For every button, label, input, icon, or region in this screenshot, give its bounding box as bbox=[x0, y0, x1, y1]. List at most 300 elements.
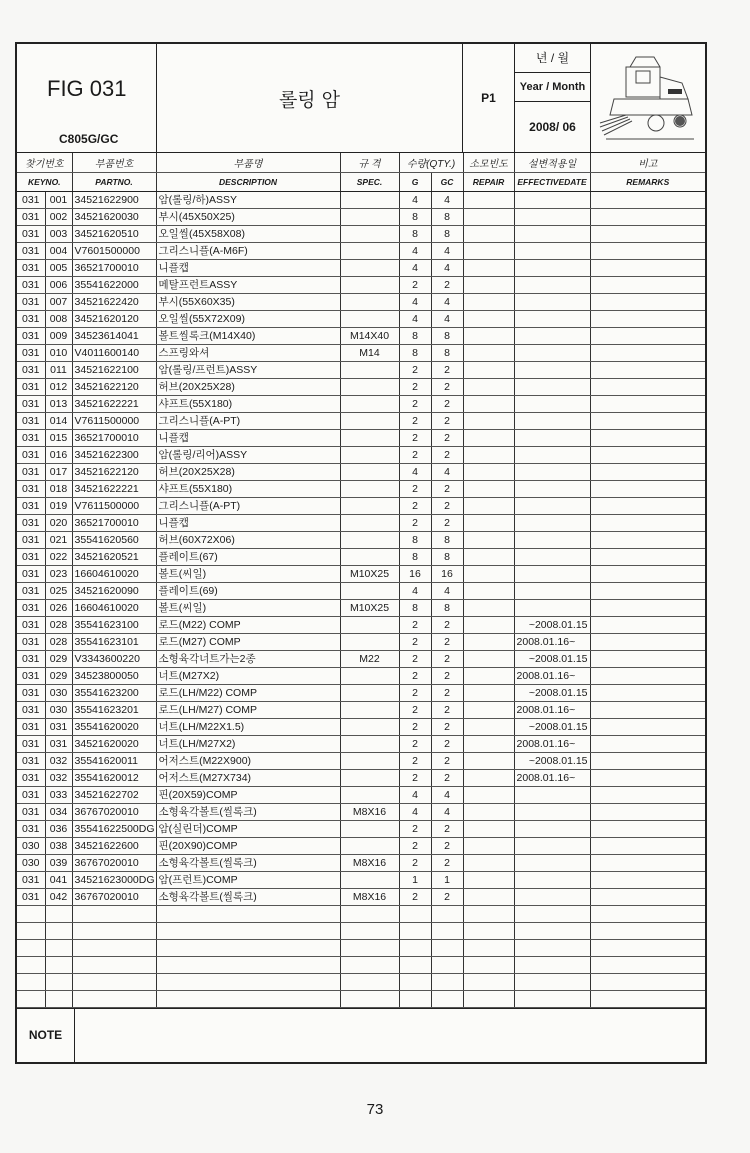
remarks-cell bbox=[590, 735, 705, 752]
col-repair-kr: 소모빈도 bbox=[463, 153, 514, 172]
remarks-cell bbox=[590, 344, 705, 361]
key-group-cell: 031 bbox=[17, 259, 45, 276]
spec-cell bbox=[340, 837, 399, 854]
empty-cell bbox=[399, 939, 431, 956]
qty-gc-cell: 2 bbox=[431, 718, 463, 735]
description-cell: 어저스트(M22X900) bbox=[156, 752, 340, 769]
spec-cell bbox=[340, 871, 399, 888]
qty-gc-cell: 2 bbox=[431, 497, 463, 514]
qty-gc-cell: 2 bbox=[431, 854, 463, 871]
key-group-cell: 031 bbox=[17, 429, 45, 446]
key-number-cell: 031 bbox=[45, 718, 72, 735]
effective-date-cell bbox=[514, 582, 590, 599]
part-number-cell: 34521622221 bbox=[72, 395, 156, 412]
empty-cell bbox=[463, 922, 514, 939]
effective-date-cell bbox=[514, 497, 590, 514]
qty-g-cell: 2 bbox=[399, 718, 431, 735]
description-cell: 로드(M27) COMP bbox=[156, 633, 340, 650]
spec-cell bbox=[340, 378, 399, 395]
key-number-cell: 034 bbox=[45, 803, 72, 820]
repair-cell bbox=[463, 888, 514, 905]
part-number-cell: 16604610020 bbox=[72, 565, 156, 582]
page-title: 롤링 암 bbox=[157, 44, 463, 152]
effective-date-cell bbox=[514, 786, 590, 803]
part-number-cell: 34521620090 bbox=[72, 582, 156, 599]
table-row bbox=[17, 684, 705, 701]
spec-cell bbox=[340, 259, 399, 276]
key-number-cell: 029 bbox=[45, 650, 72, 667]
part-number-cell: 35541623201 bbox=[72, 701, 156, 718]
effective-date-cell: 2008.01.16~ bbox=[514, 769, 590, 786]
table-row bbox=[17, 786, 705, 803]
table-row bbox=[17, 310, 705, 327]
table-row bbox=[17, 854, 705, 871]
remarks-cell bbox=[590, 667, 705, 684]
spec-cell: M10X25 bbox=[340, 565, 399, 582]
repair-cell bbox=[463, 429, 514, 446]
remarks-cell bbox=[590, 650, 705, 667]
repair-cell bbox=[463, 327, 514, 344]
remarks-cell bbox=[590, 191, 705, 208]
empty-row bbox=[17, 990, 705, 1007]
qty-g-cell: 2 bbox=[399, 361, 431, 378]
qty-g-cell: 2 bbox=[399, 837, 431, 854]
col-spec-kr: 규 격 bbox=[340, 153, 399, 172]
repair-cell bbox=[463, 531, 514, 548]
repair-cell bbox=[463, 480, 514, 497]
remarks-cell bbox=[590, 429, 705, 446]
fig-cell bbox=[17, 44, 157, 152]
key-group-cell: 031 bbox=[17, 514, 45, 531]
key-number-cell: 023 bbox=[45, 565, 72, 582]
key-number-cell: 038 bbox=[45, 837, 72, 854]
key-group-cell: 031 bbox=[17, 803, 45, 820]
qty-gc-cell: 8 bbox=[431, 208, 463, 225]
part-number-cell: 34521622300 bbox=[72, 446, 156, 463]
spec-cell bbox=[340, 582, 399, 599]
qty-g-cell: 2 bbox=[399, 650, 431, 667]
description-cell: 너트(M27X2) bbox=[156, 667, 340, 684]
description-cell: 소형육각볼트(씰록크) bbox=[156, 803, 340, 820]
remarks-cell bbox=[590, 310, 705, 327]
spec-cell bbox=[340, 667, 399, 684]
header-row-en bbox=[17, 172, 705, 191]
effective-date-cell bbox=[514, 514, 590, 531]
part-number-cell: 35541622000 bbox=[72, 276, 156, 293]
qty-gc-cell: 4 bbox=[431, 191, 463, 208]
remarks-cell bbox=[590, 225, 705, 242]
qty-g-cell: 2 bbox=[399, 616, 431, 633]
spec-cell bbox=[340, 752, 399, 769]
description-cell: 스프링와셔 bbox=[156, 344, 340, 361]
remarks-cell bbox=[590, 327, 705, 344]
spec-cell bbox=[340, 242, 399, 259]
remarks-cell bbox=[590, 837, 705, 854]
description-cell: 그리스니플(A-M6F) bbox=[156, 242, 340, 259]
remarks-cell bbox=[590, 276, 705, 293]
key-number-cell: 019 bbox=[45, 497, 72, 514]
qty-g-cell: 1 bbox=[399, 871, 431, 888]
qty-gc-cell: 2 bbox=[431, 769, 463, 786]
effective-date-cell bbox=[514, 837, 590, 854]
table-row bbox=[17, 871, 705, 888]
description-cell: 소형육각볼트(씰록크) bbox=[156, 854, 340, 871]
key-number-cell: 041 bbox=[45, 871, 72, 888]
qty-g-cell: 2 bbox=[399, 769, 431, 786]
table-row bbox=[17, 497, 705, 514]
empty-row bbox=[17, 922, 705, 939]
part-number-cell: 34521622420 bbox=[72, 293, 156, 310]
table-row bbox=[17, 480, 705, 497]
effective-date-cell bbox=[514, 871, 590, 888]
table-row bbox=[17, 531, 705, 548]
qty-g-cell: 4 bbox=[399, 582, 431, 599]
key-number-cell: 009 bbox=[45, 327, 72, 344]
qty-g-cell: 8 bbox=[399, 599, 431, 616]
col-spec: SPEC. bbox=[340, 172, 399, 191]
description-cell: 허브(20X25X28) bbox=[156, 463, 340, 480]
part-number-cell: 35541620020 bbox=[72, 718, 156, 735]
key-group-cell: 031 bbox=[17, 361, 45, 378]
key-group-cell: 031 bbox=[17, 463, 45, 480]
qty-g-cell: 4 bbox=[399, 786, 431, 803]
table-row bbox=[17, 769, 705, 786]
key-group-cell: 031 bbox=[17, 191, 45, 208]
description-cell: 샤프트(55X180) bbox=[156, 480, 340, 497]
key-group-cell: 031 bbox=[17, 412, 45, 429]
repair-cell bbox=[463, 242, 514, 259]
part-number-cell: 34521622900 bbox=[72, 191, 156, 208]
empty-cell bbox=[431, 939, 463, 956]
effective-date-cell: ~2008.01.15 bbox=[514, 752, 590, 769]
effective-date-cell bbox=[514, 378, 590, 395]
effective-date-cell: ~2008.01.15 bbox=[514, 650, 590, 667]
col-qty-gc: GC bbox=[431, 172, 463, 191]
description-cell: 메탈프런트ASSY bbox=[156, 276, 340, 293]
qty-gc-cell: 2 bbox=[431, 429, 463, 446]
key-group-cell: 030 bbox=[17, 854, 45, 871]
key-group-cell: 031 bbox=[17, 242, 45, 259]
repair-cell bbox=[463, 803, 514, 820]
part-number-cell: V3343600220 bbox=[72, 650, 156, 667]
qty-g-cell: 8 bbox=[399, 225, 431, 242]
qty-gc-cell: 2 bbox=[431, 412, 463, 429]
description-cell: 볼트(씨일) bbox=[156, 599, 340, 616]
repair-cell bbox=[463, 667, 514, 684]
effective-date-cell bbox=[514, 191, 590, 208]
qty-g-cell: 8 bbox=[399, 344, 431, 361]
qty-gc-cell: 4 bbox=[431, 582, 463, 599]
description-cell: 소형육각볼트(씰록크) bbox=[156, 888, 340, 905]
key-group-cell: 031 bbox=[17, 701, 45, 718]
repair-cell bbox=[463, 701, 514, 718]
qty-gc-cell: 8 bbox=[431, 344, 463, 361]
effective-date-cell: ~2008.01.15 bbox=[514, 718, 590, 735]
repair-cell bbox=[463, 344, 514, 361]
remarks-cell bbox=[590, 531, 705, 548]
empty-cell bbox=[72, 905, 156, 922]
table-row bbox=[17, 650, 705, 667]
note-label: NOTE bbox=[17, 1009, 75, 1062]
qty-g-cell: 8 bbox=[399, 327, 431, 344]
col-qty-kr: 수량(QTY.) bbox=[399, 153, 463, 172]
qty-gc-cell: 8 bbox=[431, 225, 463, 242]
table-row bbox=[17, 735, 705, 752]
spec-cell: M8X16 bbox=[340, 803, 399, 820]
key-number-cell: 036 bbox=[45, 820, 72, 837]
spec-cell bbox=[340, 293, 399, 310]
qty-g-cell: 16 bbox=[399, 565, 431, 582]
qty-gc-cell: 1 bbox=[431, 871, 463, 888]
table-row bbox=[17, 276, 705, 293]
part-number-cell: 34521622600 bbox=[72, 837, 156, 854]
qty-g-cell: 8 bbox=[399, 208, 431, 225]
empty-cell bbox=[156, 922, 340, 939]
key-group-cell: 031 bbox=[17, 395, 45, 412]
qty-g-cell: 2 bbox=[399, 378, 431, 395]
col-keyno: KEYNO. bbox=[17, 172, 72, 191]
empty-cell bbox=[72, 939, 156, 956]
description-cell: 그리스니플(A-PT) bbox=[156, 412, 340, 429]
spec-cell: M22 bbox=[340, 650, 399, 667]
qty-g-cell: 2 bbox=[399, 395, 431, 412]
key-number-cell: 030 bbox=[45, 684, 72, 701]
description-cell: 오일씰(55X72X09) bbox=[156, 310, 340, 327]
parts-table bbox=[17, 153, 705, 1008]
empty-cell bbox=[340, 973, 399, 990]
spec-cell bbox=[340, 310, 399, 327]
part-number-cell: 36521700010 bbox=[72, 429, 156, 446]
effective-date-cell bbox=[514, 531, 590, 548]
key-group-cell: 031 bbox=[17, 378, 45, 395]
key-group-cell: 031 bbox=[17, 786, 45, 803]
table-row bbox=[17, 599, 705, 616]
qty-g-cell: 4 bbox=[399, 310, 431, 327]
key-group-cell: 031 bbox=[17, 752, 45, 769]
empty-row bbox=[17, 973, 705, 990]
qty-g-cell: 2 bbox=[399, 854, 431, 871]
combine-harvester-icon bbox=[596, 53, 700, 143]
qty-gc-cell: 4 bbox=[431, 310, 463, 327]
qty-g-cell: 2 bbox=[399, 701, 431, 718]
key-number-cell: 007 bbox=[45, 293, 72, 310]
remarks-cell bbox=[590, 616, 705, 633]
qty-gc-cell: 2 bbox=[431, 514, 463, 531]
description-cell: 부시(55X60X35) bbox=[156, 293, 340, 310]
table-row bbox=[17, 327, 705, 344]
key-number-cell: 032 bbox=[45, 769, 72, 786]
qty-gc-cell: 2 bbox=[431, 701, 463, 718]
effective-date-cell bbox=[514, 327, 590, 344]
description-cell: 오일씰(45X58X08) bbox=[156, 225, 340, 242]
qty-gc-cell: 2 bbox=[431, 395, 463, 412]
effective-date-cell bbox=[514, 412, 590, 429]
remarks-cell bbox=[590, 820, 705, 837]
spec-cell bbox=[340, 718, 399, 735]
effective-date-cell bbox=[514, 361, 590, 378]
qty-gc-cell: 8 bbox=[431, 531, 463, 548]
spec-cell bbox=[340, 769, 399, 786]
part-number-cell: 35541623100 bbox=[72, 616, 156, 633]
empty-cell bbox=[340, 939, 399, 956]
table-row bbox=[17, 514, 705, 531]
remarks-cell bbox=[590, 208, 705, 225]
empty-cell bbox=[156, 956, 340, 973]
repair-cell bbox=[463, 633, 514, 650]
key-group-cell: 031 bbox=[17, 310, 45, 327]
effective-date-cell: 2008.01.16~ bbox=[514, 667, 590, 684]
effective-date-cell bbox=[514, 429, 590, 446]
table-row bbox=[17, 259, 705, 276]
repair-cell bbox=[463, 514, 514, 531]
repair-cell bbox=[463, 293, 514, 310]
repair-cell bbox=[463, 752, 514, 769]
description-cell: 너트(LH/M22X1.5) bbox=[156, 718, 340, 735]
empty-cell bbox=[399, 922, 431, 939]
qty-gc-cell: 2 bbox=[431, 684, 463, 701]
repair-cell bbox=[463, 769, 514, 786]
effective-date-cell bbox=[514, 208, 590, 225]
col-remarks: REMARKS bbox=[590, 172, 705, 191]
qty-gc-cell: 8 bbox=[431, 599, 463, 616]
effective-date-cell bbox=[514, 242, 590, 259]
remarks-cell bbox=[590, 480, 705, 497]
table-row bbox=[17, 344, 705, 361]
col-keyno-kr: 찾기번호 bbox=[17, 153, 72, 172]
table-row bbox=[17, 293, 705, 310]
spec-cell: M8X16 bbox=[340, 854, 399, 871]
spec-cell bbox=[340, 412, 399, 429]
col-partno: PARTNO. bbox=[72, 172, 156, 191]
remarks-cell bbox=[590, 446, 705, 463]
qty-gc-cell: 8 bbox=[431, 548, 463, 565]
qty-g-cell: 4 bbox=[399, 293, 431, 310]
empty-cell bbox=[399, 973, 431, 990]
key-number-cell: 039 bbox=[45, 854, 72, 871]
key-number-cell: 025 bbox=[45, 582, 72, 599]
page-number: 73 bbox=[366, 1101, 384, 1118]
key-number-cell: 002 bbox=[45, 208, 72, 225]
description-cell: 니플캡 bbox=[156, 429, 340, 446]
table-row bbox=[17, 752, 705, 769]
remarks-cell bbox=[590, 548, 705, 565]
remarks-cell bbox=[590, 361, 705, 378]
key-group-cell: 031 bbox=[17, 225, 45, 242]
qty-g-cell: 4 bbox=[399, 242, 431, 259]
repair-cell bbox=[463, 871, 514, 888]
key-group-cell: 031 bbox=[17, 650, 45, 667]
description-cell: 로드(LH/M27) COMP bbox=[156, 701, 340, 718]
key-group-cell: 031 bbox=[17, 531, 45, 548]
spec-cell bbox=[340, 191, 399, 208]
part-number-cell: 34521620030 bbox=[72, 208, 156, 225]
part-number-cell: 34521623000DG bbox=[72, 871, 156, 888]
repair-cell bbox=[463, 463, 514, 480]
spec-cell bbox=[340, 735, 399, 752]
remarks-cell bbox=[590, 701, 705, 718]
qty-gc-cell: 8 bbox=[431, 327, 463, 344]
qty-gc-cell: 2 bbox=[431, 276, 463, 293]
description-cell: 부시(45X50X25) bbox=[156, 208, 340, 225]
date-label-en: Year / Month bbox=[515, 73, 590, 102]
col-repair: REPAIR bbox=[463, 172, 514, 191]
empty-cell bbox=[17, 922, 45, 939]
date-cell bbox=[515, 44, 591, 152]
part-number-cell: 34523614041 bbox=[72, 327, 156, 344]
col-effdate-kr: 설변적용일 bbox=[514, 153, 590, 172]
note-section bbox=[17, 1008, 705, 1062]
part-number-cell: 35541620011 bbox=[72, 752, 156, 769]
spec-cell bbox=[340, 701, 399, 718]
key-number-cell: 003 bbox=[45, 225, 72, 242]
key-number-cell: 029 bbox=[45, 667, 72, 684]
qty-gc-cell: 2 bbox=[431, 633, 463, 650]
qty-g-cell: 2 bbox=[399, 820, 431, 837]
spec-cell bbox=[340, 633, 399, 650]
key-group-cell: 031 bbox=[17, 769, 45, 786]
qty-gc-cell: 4 bbox=[431, 463, 463, 480]
part-number-cell: 35541622500DG bbox=[72, 820, 156, 837]
empty-cell bbox=[72, 922, 156, 939]
col-remarks-kr: 비고 bbox=[590, 153, 705, 172]
part-number-cell: 36521700010 bbox=[72, 259, 156, 276]
empty-cell bbox=[590, 990, 705, 1007]
effective-date-cell bbox=[514, 310, 590, 327]
table-row bbox=[17, 565, 705, 582]
table-row bbox=[17, 616, 705, 633]
part-number-cell: 34521620120 bbox=[72, 310, 156, 327]
machine-illustration bbox=[591, 44, 705, 152]
key-number-cell: 033 bbox=[45, 786, 72, 803]
empty-cell bbox=[463, 939, 514, 956]
qty-g-cell: 2 bbox=[399, 684, 431, 701]
key-number-cell: 005 bbox=[45, 259, 72, 276]
key-group-cell: 031 bbox=[17, 871, 45, 888]
repair-cell bbox=[463, 565, 514, 582]
remarks-cell bbox=[590, 803, 705, 820]
remarks-cell bbox=[590, 599, 705, 616]
spec-cell bbox=[340, 429, 399, 446]
empty-cell bbox=[514, 973, 590, 990]
qty-gc-cell: 4 bbox=[431, 786, 463, 803]
effective-date-cell bbox=[514, 276, 590, 293]
table-row bbox=[17, 888, 705, 905]
empty-cell bbox=[45, 956, 72, 973]
part-number-cell: 35541623200 bbox=[72, 684, 156, 701]
spec-cell bbox=[340, 225, 399, 242]
repair-cell bbox=[463, 378, 514, 395]
header-row-kr bbox=[17, 153, 705, 172]
qty-g-cell: 8 bbox=[399, 548, 431, 565]
col-desc: DESCRIPTION bbox=[156, 172, 340, 191]
empty-cell bbox=[17, 956, 45, 973]
repair-cell bbox=[463, 718, 514, 735]
remarks-cell bbox=[590, 769, 705, 786]
date-value: 2008/ 06 bbox=[529, 119, 576, 134]
repair-cell bbox=[463, 191, 514, 208]
spec-cell: M14 bbox=[340, 344, 399, 361]
key-group-cell: 031 bbox=[17, 208, 45, 225]
key-group-cell: 031 bbox=[17, 480, 45, 497]
empty-cell bbox=[72, 956, 156, 973]
description-cell: 너트(LH/M27X2) bbox=[156, 735, 340, 752]
description-cell: 핀(20X59)COMP bbox=[156, 786, 340, 803]
empty-cell bbox=[17, 973, 45, 990]
empty-cell bbox=[340, 922, 399, 939]
description-cell: 니플캡 bbox=[156, 514, 340, 531]
empty-cell bbox=[340, 990, 399, 1007]
empty-cell bbox=[431, 922, 463, 939]
